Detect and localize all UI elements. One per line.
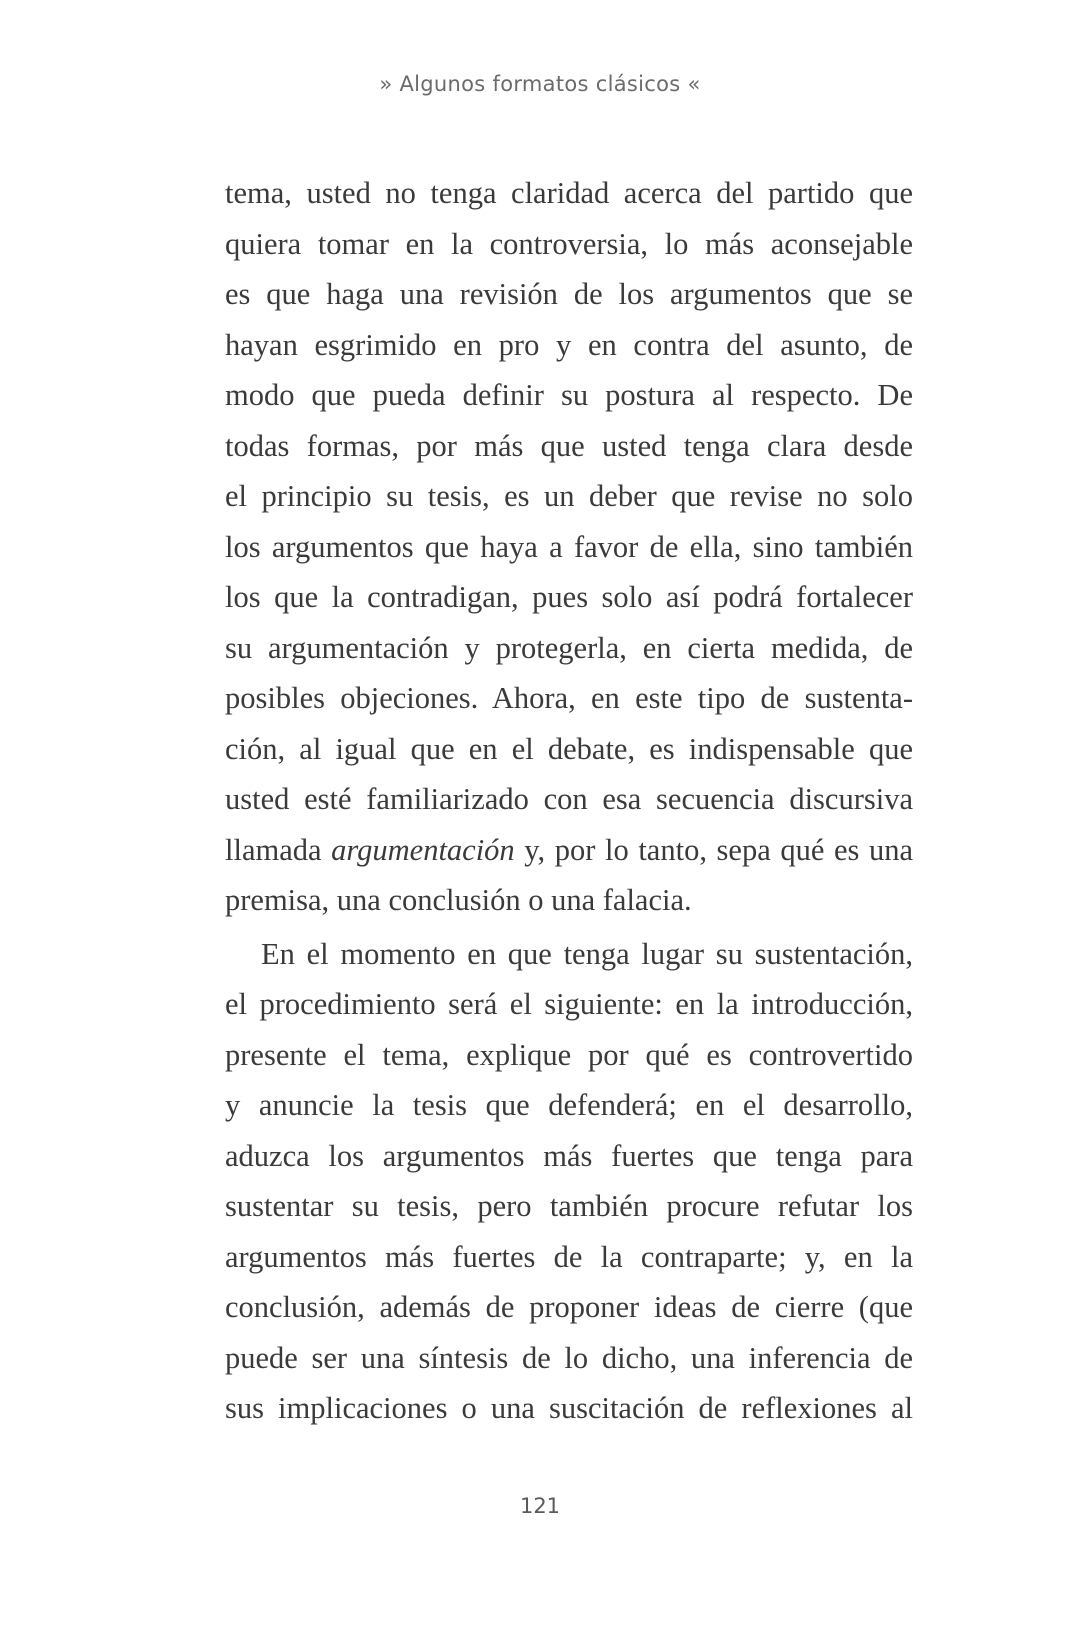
text-line: premisa, una conclusión o una falacia. [225,883,692,917]
text-line: los argumentos que haya a favor de ella, sino también [225,529,913,564]
text-line: tema, usted no tenga claridad acerca del partido que [225,176,913,210]
text-line: quiera tomar en la controversia, lo más aconsejable [225,226,913,261]
body-text [225,168,913,1434]
paragraph-2 [225,929,913,1434]
italic-term: argumentación [331,832,515,867]
paragraph-1 [225,168,913,926]
text-line: aduzca los argumentos más fuertes que tenga para [225,1138,913,1173]
text-line: conclusión, además de proponer ideas de cierre (que [225,1290,913,1324]
running-header: » Algunos formatos clásicos « [379,72,701,96]
text-line: modo que pueda definir su postura al respecto. De [225,378,913,412]
text-line: es que haga una revisión de los argumentos que se [225,277,913,311]
text-line: y anuncie la tesis que defenderá; en el desarrollo, [225,1088,913,1122]
text-line: posibles objeciones. Ahora, en este tipo de sustenta- [225,681,913,715]
text-line: su argumentación y protegerla, en cierta medida, de [225,630,913,665]
text-line: usted esté familiarizado con esa secuencia discursiva [225,782,913,816]
text-line: todas formas, por más que usted tenga clara desde [225,428,913,463]
text-line-with-italic [225,825,913,876]
text-line: los que la contradigan, pues solo así podrá fortalecer [225,580,913,614]
text-line: argumentos más fuertes de la contraparte; y, en la [225,1239,913,1274]
text-line: En el momento en que tenga lugar su sustentación, [261,936,913,971]
text-line: presente el tema, explique por qué es controvertido [225,1037,913,1072]
text-line: hayan esgrimido en pro y en contra del asunto, de [225,327,913,362]
text-line: sustentar su tesis, pero también procure refutar los [225,1189,913,1223]
page-number: 121 [519,1494,561,1518]
text-line: sus implicaciones o una suscitación de reflexiones al [225,1391,913,1425]
line-segment: llamada [225,832,332,867]
text-line: el procedimiento será el siguiente: en la introducción, [225,987,913,1021]
text-line: puede ser una síntesis de lo dicho, una inferencia de [225,1340,913,1375]
text-line: el principio su tesis, es un deber que revise no solo [225,479,913,513]
text-line: ción, al igual que en el debate, es indispensable que [225,731,913,766]
line-segment: y, por lo tanto, sepa qué es una [514,832,913,867]
